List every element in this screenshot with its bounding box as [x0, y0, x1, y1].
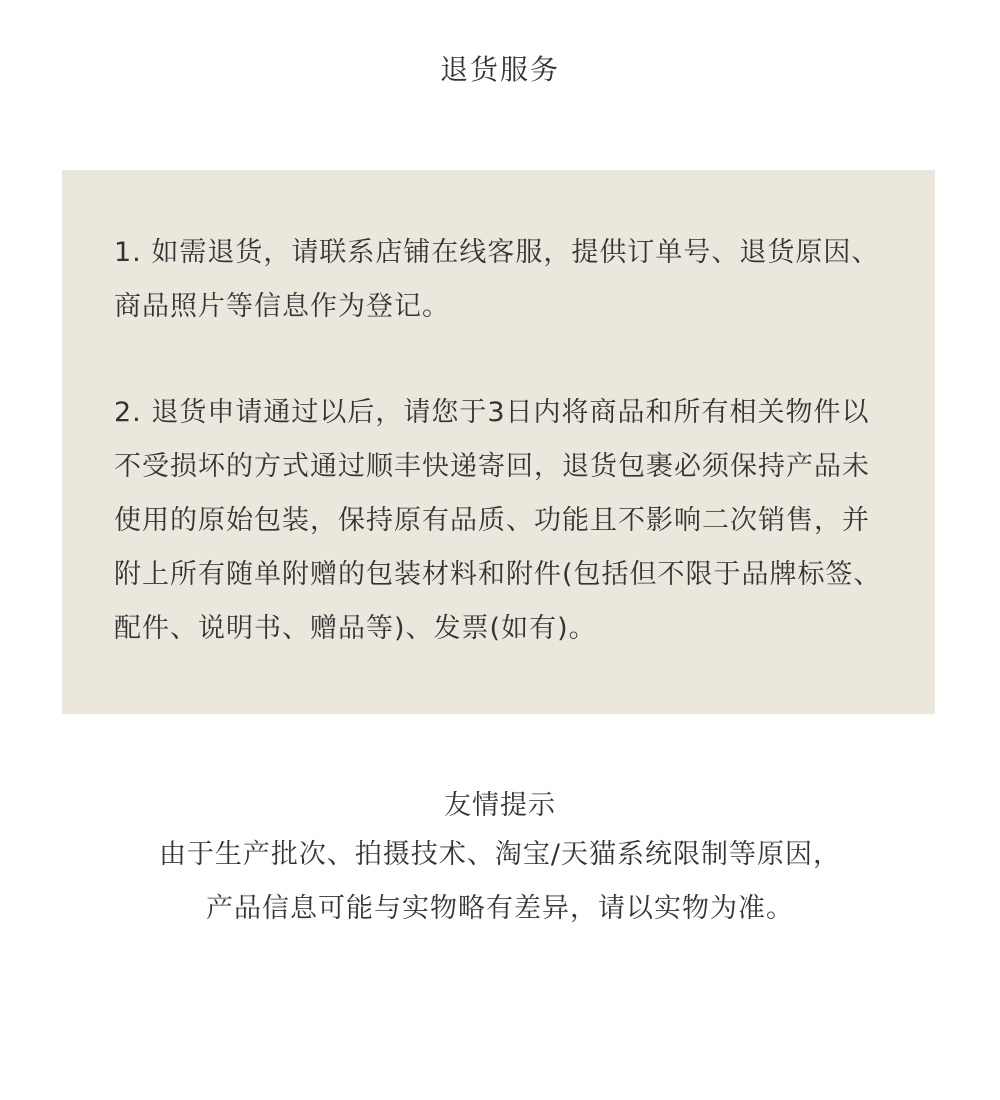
return-policy-box — [62, 170, 935, 714]
notice-line-1: 由于生产批次、拍摄技术、淘宝/天猫系统限制等原因， — [158, 839, 842, 870]
policy-item-2: 2. 退货申请通过以后，请您于3日内将商品和所有相关物件以不受损坏的方式通过顺丰快递寄回，退货包裹必须保持产品未使用的原始包装，保持原有品质、功能且不影响二次销售，并附上所有随单附赠的包装材料和附件(包括但不限于品牌标签、配件、说明书、赠品等)、发票(如有)。 — [114, 397, 882, 644]
notice-title: 友情提示 — [444, 790, 556, 821]
page-title: 退货服务 — [439, 53, 560, 86]
policy-item-1: 1. 如需退货，请联系店铺在线客服，提供订单号、退货原因、商品照片等信息作为登记。 — [114, 237, 880, 322]
friendly-notice — [0, 784, 1000, 936]
notice-line-2: 产品信息可能与实物略有差异，请以实物为准。 — [206, 893, 794, 924]
